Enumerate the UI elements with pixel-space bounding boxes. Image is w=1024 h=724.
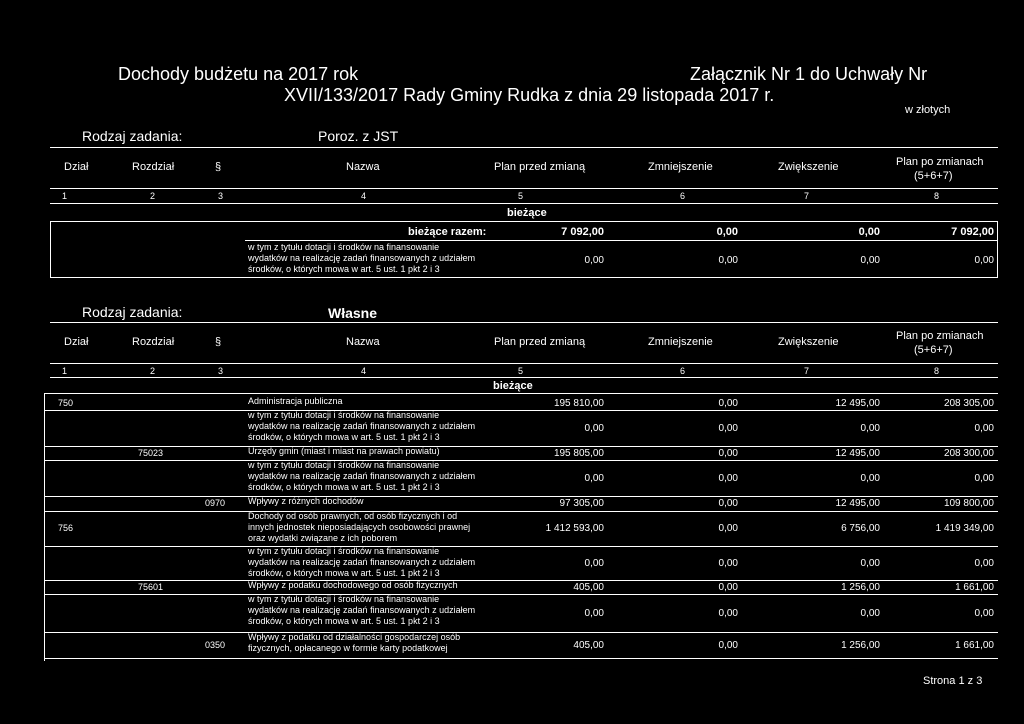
row-plan-after: 208 300,00 — [943, 447, 994, 459]
row-dzial: 756 — [58, 523, 74, 533]
total-increase: 0,00 — [858, 226, 880, 238]
row-plan-after: 0,00 — [974, 607, 994, 619]
row-plan-after: 0,00 — [974, 472, 994, 484]
row-increase: 1 256,00 — [841, 639, 880, 651]
row-decrease: 0,00 — [718, 581, 738, 593]
row-decrease: 0,00 — [718, 422, 738, 434]
resolution-subtitle: XVII/133/2017 Rady Gminy Rudka z dnia 29 listopada 2017 r. — [284, 85, 775, 105]
row-name: Administracja publiczna — [248, 396, 343, 406]
row-plan-after: 1 661,00 — [955, 639, 994, 651]
task-type-value: Poroz. z JST — [318, 128, 399, 144]
row-rozdzial: 75601 — [138, 581, 164, 592]
row-increase: 0,00 — [860, 607, 880, 619]
subsidy-plan-after: 0,00 — [974, 255, 994, 266]
col-header-decrease-2: Zmniejszenie — [648, 336, 713, 348]
col-header-rozdzial-2: Rozdział — [132, 336, 175, 348]
row-name: Urzędy gmin (miast i miast na prawach powiatu) — [248, 446, 440, 456]
row-name: w tym z tytułu dotacji i środków na finansowanie wydatków na realizację zadań finansowanych z udziałem środków, o których mowa w art. 5 ust. 1 pkt 2 i 3 — [248, 410, 476, 442]
subsidy-increase: 0,00 — [860, 255, 880, 266]
group-label-2: bieżące — [493, 380, 533, 392]
subsidy-plan-before: 0,00 — [584, 255, 604, 266]
row-plan-before: 0,00 — [584, 607, 604, 619]
subsidy-note: w tym z tytułu dotacji i środków na finansowanie wydatków na realizację zadań finansowanych z udziałem środków, o których mowa w art. 5 ust. 1 pkt 2 i 3 — [248, 242, 476, 274]
col-header-dzial-2: Dział — [64, 336, 89, 348]
row-decrease: 0,00 — [718, 557, 738, 569]
total-plan-before: 7 092,00 — [561, 226, 604, 238]
col-number-3b: 3 — [218, 366, 224, 376]
row-increase: 0,00 — [860, 557, 880, 569]
col-number-5b: 5 — [518, 366, 524, 376]
col-header-plan-after-formula: (5+6+7) — [914, 170, 953, 182]
row-plan-after: 1 661,00 — [955, 581, 994, 593]
row-paragraph: 0970 — [205, 498, 226, 508]
col-header-dzial: Dział — [64, 161, 89, 173]
col-number-1: 1 — [62, 191, 68, 201]
page-title: Dochody budżetu na 2017 rok — [118, 64, 359, 84]
row-rozdzial: 75023 — [138, 447, 164, 458]
row-name: w tym z tytułu dotacji i środków na finansowanie wydatków na realizację zadań finansowanych z udziałem środków, o których mowa w art. 5 ust. 1 pkt 2 i 3 — [248, 460, 476, 492]
task-type-value-2: Własne — [328, 305, 378, 321]
col-header-increase-2: Zwiększenie — [778, 336, 839, 348]
row-paragraph: 0350 — [205, 639, 226, 650]
col-number-2b: 2 — [150, 366, 156, 376]
col-number-3: 3 — [218, 191, 224, 201]
row-decrease: 0,00 — [718, 639, 738, 651]
row-plan-before: 405,00 — [573, 639, 604, 651]
row-decrease: 0,00 — [718, 447, 738, 459]
total-decrease: 0,00 — [716, 226, 738, 238]
row-divider — [44, 410, 998, 411]
row-plan-after: 0,00 — [974, 422, 994, 434]
table-left-border — [44, 393, 45, 661]
col-header-nazwa-2: Nazwa — [346, 336, 380, 348]
col-header-decrease: Zmniejszenie — [648, 161, 713, 173]
task-type-label: Rodzaj zadania: — [82, 128, 183, 144]
col-header-paragraph: § — [215, 161, 222, 173]
col-number-8b: 8 — [934, 366, 940, 376]
row-divider — [44, 546, 998, 547]
total-plan-after: 7 092,00 — [951, 226, 994, 238]
row-increase: 12 495,00 — [835, 447, 880, 459]
row-increase: 6 756,00 — [841, 523, 880, 534]
row-plan-before: 1 412 593,00 — [545, 523, 604, 534]
row-plan-after: 109 800,00 — [943, 498, 994, 509]
row-plan-before: 97 305,00 — [559, 498, 604, 509]
col-header-plan-before-2: Plan przed zmianą — [494, 336, 586, 348]
row-name: w tym z tytułu dotacji i środków na finansowanie wydatków na realizację zadań finansowanych z udziałem środków, o których mowa w art. 5 ust. 1 pkt 2 i 3 — [248, 546, 476, 578]
col-number-6b: 6 — [680, 366, 686, 376]
row-increase: 12 495,00 — [835, 498, 880, 509]
row-plan-before: 0,00 — [584, 472, 604, 484]
row-plan-before: 195 810,00 — [553, 397, 604, 409]
col-number-1b: 1 — [62, 366, 68, 376]
row-name: Wpływy z podatku od działalności gospodarczej osób fizycznych, opłacanego w formie karty podatkowej — [248, 632, 461, 653]
col-header-increase: Zwiększenie — [778, 161, 839, 173]
col-number-2: 2 — [150, 191, 156, 201]
subsidy-decrease: 0,00 — [718, 255, 738, 266]
row-decrease: 0,00 — [718, 498, 738, 509]
row-increase: 0,00 — [860, 422, 880, 434]
col-number-4: 4 — [361, 191, 367, 201]
col-header-plan-after-formula-2: (5+6+7) — [914, 344, 953, 356]
col-header-nazwa: Nazwa — [346, 161, 380, 173]
col-number-7b: 7 — [804, 366, 810, 376]
task-type-label-2: Rodzaj zadania: — [82, 304, 183, 320]
col-number-4b: 4 — [361, 366, 367, 376]
row-increase: 1 256,00 — [841, 581, 880, 593]
row-plan-after: 0,00 — [974, 557, 994, 569]
row-plan-after: 1 419 349,00 — [935, 523, 994, 534]
group-label: bieżące — [507, 207, 547, 219]
row-divider — [44, 658, 998, 659]
row-dzial: 750 — [58, 397, 74, 408]
page-number: Strona 1 z 3 — [923, 675, 983, 687]
attachment-title: Załącznik Nr 1 do Uchwały Nr — [690, 64, 928, 84]
row-divider — [44, 632, 998, 633]
row-name: Wpływy z różnych dochodów — [248, 496, 364, 506]
row-divider — [44, 496, 998, 497]
row-name: Wpływy z podatku dochodowego od osób fizycznych — [248, 580, 458, 590]
row-increase: 12 495,00 — [835, 397, 880, 409]
units-label: w złotych — [905, 104, 951, 116]
total-label: bieżące razem: — [408, 226, 487, 238]
col-header-plan-before: Plan przed zmianą — [494, 161, 586, 173]
col-number-8: 8 — [934, 191, 940, 201]
col-number-7: 7 — [804, 191, 810, 201]
col-header-plan-after: Plan po zmianach — [896, 156, 984, 168]
row-name: Dochody od osób prawnych, od osób fizycznych i od innych jednostek nieposiadających osobowości prawnej oraz wydatki związane z ich poborem — [248, 511, 471, 543]
col-header-rozdzial: Rozdział — [132, 161, 175, 173]
row-decrease: 0,00 — [718, 523, 738, 534]
col-header-plan-after-2: Plan po zmianach — [896, 330, 984, 342]
row-increase: 0,00 — [860, 472, 880, 484]
row-plan-before: 0,00 — [584, 557, 604, 569]
row-decrease: 0,00 — [718, 607, 738, 619]
row-divider — [44, 594, 998, 595]
row-name: w tym z tytułu dotacji i środków na finansowanie wydatków na realizację zadań finansowanych z udziałem środków, o których mowa w art. 5 ust. 1 pkt 2 i 3 — [248, 594, 476, 626]
col-number-5: 5 — [518, 191, 524, 201]
col-number-6: 6 — [680, 191, 686, 201]
row-divider — [44, 511, 998, 512]
row-plan-after: 208 305,00 — [943, 397, 994, 409]
row-plan-before: 0,00 — [584, 422, 604, 434]
row-plan-before: 195 805,00 — [553, 447, 604, 459]
row-divider — [44, 460, 998, 461]
row-plan-before: 405,00 — [573, 581, 604, 593]
row-decrease: 0,00 — [718, 397, 738, 409]
col-header-paragraph-2: § — [215, 336, 222, 348]
row-decrease: 0,00 — [718, 472, 738, 484]
